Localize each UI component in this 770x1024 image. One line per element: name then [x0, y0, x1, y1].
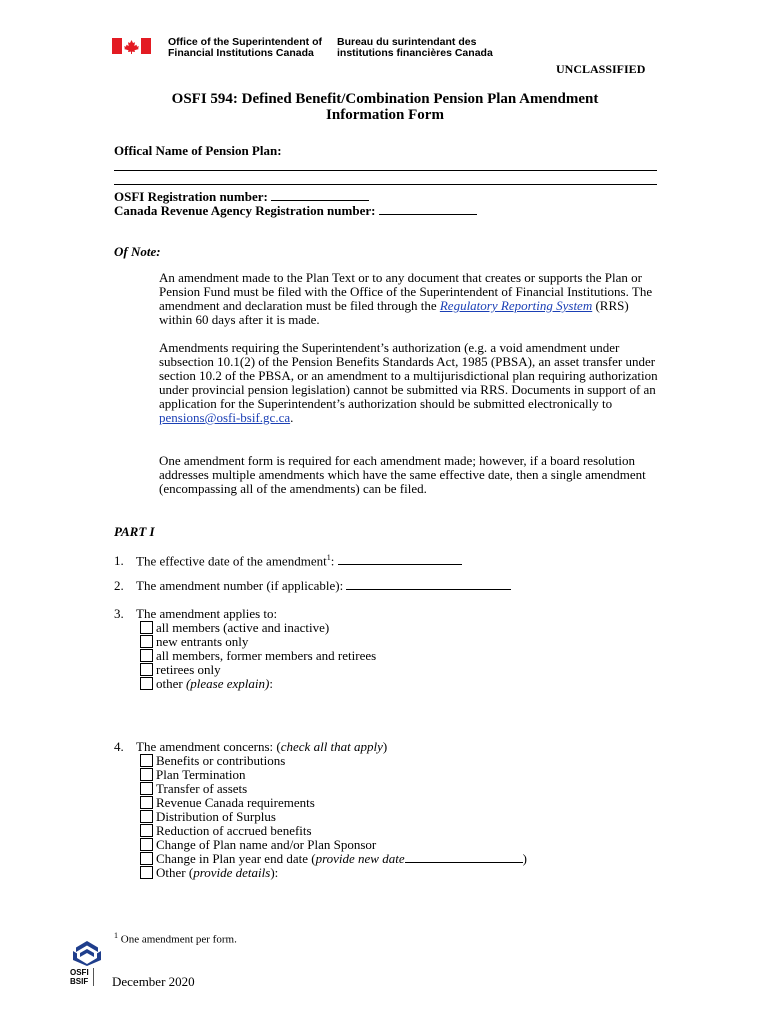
- checkbox[interactable]: [140, 796, 153, 809]
- note-paragraph-1: [159, 271, 659, 327]
- checkbox[interactable]: [140, 782, 153, 795]
- footnote: [114, 930, 237, 946]
- q4-option-label: Transfer of assets: [156, 781, 248, 796]
- note-heading: Of Note:: [114, 244, 161, 259]
- checkbox[interactable]: [140, 754, 153, 767]
- canada-flag-icon: [112, 38, 151, 54]
- q4-option-label: Plan Termination: [156, 767, 246, 782]
- q4-other-close: ):: [270, 865, 279, 880]
- q4-option-transfer[interactable]: [140, 782, 247, 796]
- cra-registration-field[interactable]: [379, 204, 477, 215]
- osfi-registration-label: OSFI Registration number:: [114, 189, 268, 204]
- footnote-number: 1: [114, 931, 118, 940]
- plan-name-line-2[interactable]: [114, 184, 657, 185]
- checkbox[interactable]: [140, 635, 153, 648]
- org-name-fr-line1: Bureau du surintendant des: [337, 36, 477, 48]
- note-paragraph-2: [159, 341, 659, 425]
- question-3-text: The amendment applies to:: [136, 606, 278, 621]
- plan-name-line-1[interactable]: [114, 170, 657, 171]
- footer-date: December 2020: [112, 974, 195, 989]
- form-title-line1: OSFI 594: Defined Benefit/Combination Pension Plan Amendment: [171, 91, 599, 107]
- question-3-number: 3.: [114, 606, 124, 621]
- q3-option-label: other: [156, 676, 183, 691]
- question-1-number: 1.: [114, 553, 124, 569]
- note-p1-text: An amendment made to the Plan Text or to any document that creates or supports the Plan or Pension Fund must be filed with the Office of the Superintendent of Financial Institutions. The amendment and declaration must be filed through the: [159, 270, 653, 313]
- q4-option-revenue-canada[interactable]: [140, 796, 315, 810]
- note-paragraph-3: [159, 454, 659, 496]
- question-1-text: The effective date of the amendment: [136, 553, 327, 569]
- osfi-logo-text: [70, 968, 94, 986]
- plan-name-label: Offical Name of Pension Plan:: [114, 143, 282, 158]
- question-1-colon: :: [330, 553, 335, 569]
- footnote-text: One amendment per form.: [120, 933, 237, 946]
- checkbox[interactable]: [140, 621, 153, 634]
- question-4: [114, 740, 387, 754]
- footnote-ref: 1: [326, 553, 331, 562]
- q3-option-new-entrants[interactable]: [140, 635, 248, 649]
- q4-option-benefits[interactable]: [140, 754, 285, 768]
- cra-registration-label: Canada Revenue Agency Registration number:: [114, 203, 376, 218]
- checkbox[interactable]: [140, 852, 153, 865]
- q3-option-label: all members, former members and retirees: [156, 648, 377, 663]
- pensions-email-link[interactable]: pensions@osfi-bsif.gc.ca: [159, 410, 291, 425]
- q4-other-note: provide details: [193, 865, 271, 880]
- form-title-line2: Information Form: [326, 107, 444, 123]
- checkbox[interactable]: [140, 838, 153, 851]
- q4-option-label: Change in Plan year end date (: [156, 851, 316, 866]
- q4-option-label: Revenue Canada requirements: [156, 795, 315, 810]
- cra-registration-row: [114, 204, 477, 218]
- question-2-text: The amendment number (if applicable):: [136, 578, 344, 593]
- osfi-registration-row: [114, 190, 369, 204]
- q3-option-label: retirees only: [156, 662, 221, 677]
- question-2-number: 2.: [114, 578, 124, 593]
- org-name-en-line2: Financial Institutions Canada: [168, 47, 314, 59]
- q4-option-label: Change of Plan name and/or Plan Sponsor: [156, 837, 377, 852]
- q4-option-surplus[interactable]: [140, 810, 276, 824]
- checkbox[interactable]: [140, 866, 153, 879]
- question-4-close: ): [382, 739, 388, 754]
- checkbox[interactable]: [140, 824, 153, 837]
- logo-line-1: OSFI: [70, 968, 89, 977]
- q3-option-label: new entrants only: [156, 634, 249, 649]
- question-4-number: 4.: [114, 739, 124, 754]
- q4-option-label: Reduction of accrued benefits: [156, 823, 312, 838]
- question-2: [114, 579, 511, 593]
- org-name-fr: [337, 37, 493, 59]
- question-4-note: check all that apply: [280, 739, 383, 754]
- checkbox[interactable]: [140, 663, 153, 676]
- q3-option-all-former-retirees[interactable]: [140, 649, 376, 663]
- org-name-en-line1: Office of the Superintendent of: [168, 36, 322, 48]
- osfi-logo-icon: [68, 940, 106, 966]
- question-1: [114, 551, 462, 568]
- checkbox[interactable]: [140, 677, 153, 690]
- part-1-heading: PART I: [114, 524, 155, 539]
- logo-line-2: BSIF: [70, 977, 89, 986]
- q4-option-label: Distribution of Surplus: [156, 809, 276, 824]
- new-year-end-date-field[interactable]: [405, 852, 523, 863]
- q4-option-label: Benefits or contributions: [156, 753, 286, 768]
- q3-option-other[interactable]: [140, 677, 273, 691]
- form-title: [85, 91, 685, 123]
- q3-other-note: (please explain): [185, 676, 270, 691]
- q4-option-year-end[interactable]: [140, 852, 527, 866]
- note-p2-text: Amendments requiring the Superintendent’s authorization (e.g. a void amendment under subsection 10.1(2) of the Pension Benefits Standards Act, 1985 (PBSA), an asset transfer under section 10.2 of the PBSA, or an amendment to a multijurisdictional plan requiring authorization under provincial pension legislation) cannot be submitted via RRS. Documents in support of an application for the Superintendent’s authorization should be submitted electronically to: [159, 340, 658, 411]
- q4-option-termination[interactable]: [140, 768, 245, 782]
- note-p3-text: One amendment form is required for each amendment made; however, if a board resolution addresses multiple amendments which have the same effective date, then a single amendment (encompassing all of the amendments) can be filed.: [159, 453, 646, 496]
- classification-label: UNCLASSIFIED: [556, 62, 646, 76]
- q3-option-retirees-only[interactable]: [140, 663, 221, 677]
- checkbox[interactable]: [140, 810, 153, 823]
- q4-date-close: ): [522, 851, 527, 866]
- effective-date-field[interactable]: [338, 554, 462, 565]
- checkbox[interactable]: [140, 768, 153, 781]
- q3-option-label: all members (active and inactive): [156, 620, 330, 635]
- osfi-registration-field[interactable]: [271, 190, 369, 201]
- checkbox[interactable]: [140, 649, 153, 662]
- q4-option-name-sponsor[interactable]: [140, 838, 376, 852]
- q4-date-note: provide new date: [315, 851, 405, 866]
- question-4-text: The amendment concerns: (: [136, 739, 281, 754]
- note-p2-text-end: .: [290, 410, 294, 425]
- q4-option-reduction[interactable]: [140, 824, 312, 838]
- rrs-link[interactable]: Regulatory Reporting System: [439, 298, 593, 313]
- q4-option-other[interactable]: [140, 866, 278, 880]
- org-name-en: [168, 37, 322, 59]
- q3-other-colon: :: [269, 676, 273, 691]
- q4-option-label: Other (: [156, 865, 194, 880]
- note-p1-text-end: (RRS) within 60 days after it is made.: [159, 298, 629, 327]
- amendment-number-field[interactable]: [346, 579, 511, 590]
- org-name-fr-line2: institutions financières Canada: [337, 47, 493, 59]
- question-3: [114, 607, 277, 621]
- q3-option-all-members[interactable]: [140, 621, 329, 635]
